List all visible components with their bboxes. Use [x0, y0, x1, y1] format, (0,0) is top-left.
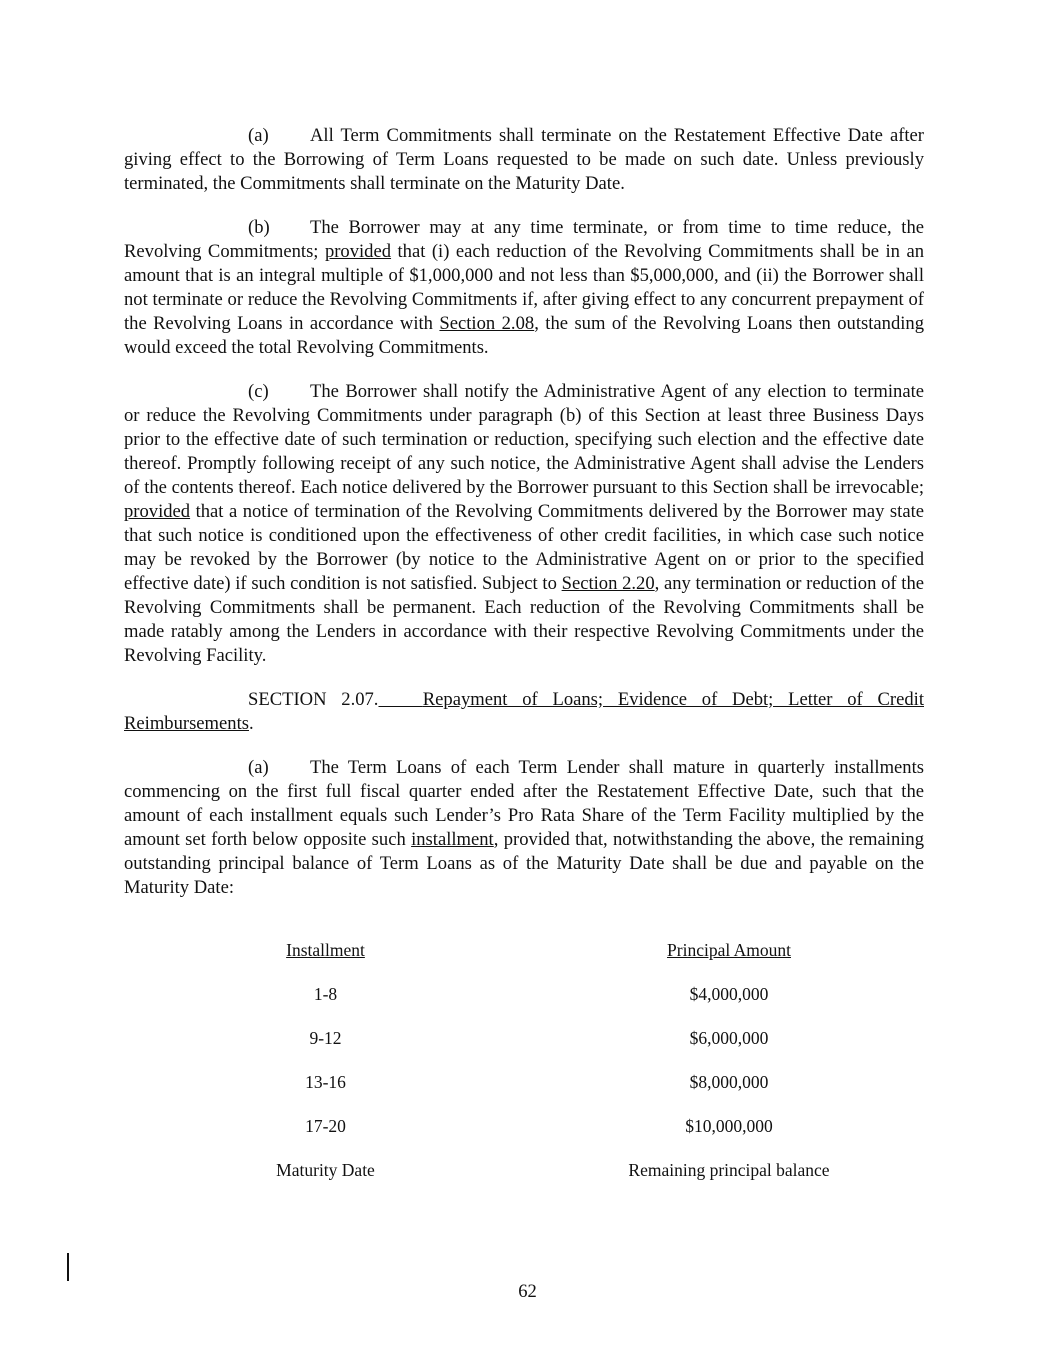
installment-cell: Maturity Date	[276, 1160, 375, 1180]
paragraph-text: The Borrower may at any time terminate, or from time to time reduce, the Revolving Commitments;	[124, 217, 924, 262]
amount-cell: $4,000,000	[689, 984, 769, 1004]
table-row	[124, 1072, 924, 1116]
paragraph-text: The Term Loans of each Term Lender shall mature in quarterly installments commencing on the first full fiscal quarter ended after the Restatement Effective Date, such that the amount of each installment equals such Lender’s Pro Rata Share of the Term Facility multiplied by the amount set forth below opposite such	[124, 757, 924, 850]
paragraph-text: that (i) each reduction of the Revolving Commitments shall be in an amount that is an integral multiple of $1,000,000 and not less than $5,000,000, and (ii) the Borrower shall not terminate or reduce the Revolving Commitments if, after giving effect to any concurrent prepayment of the Revolving Loans in accordance with	[124, 241, 924, 334]
amount-cell: $10,000,000	[685, 1116, 773, 1136]
paragraph-a-term-loans	[124, 756, 924, 900]
paragraph-label: (b)	[248, 217, 270, 238]
installment-table	[124, 940, 924, 1204]
paragraph-text: , provided that, notwithstanding the above, the remaining outstanding principal balance of Term Loans as of the Maturity Date shall be due and payable on the Maturity Date:	[124, 829, 925, 898]
provided-term: provided	[324, 241, 392, 262]
table-row	[124, 1028, 924, 1072]
section-heading	[124, 688, 924, 736]
table-header-row	[124, 940, 924, 984]
amount-cell: $6,000,000	[689, 1028, 769, 1048]
provided-term: provided	[124, 501, 191, 522]
paragraph-text: that a notice of termination of the Revolving Commitments delivered by the Borrower may state that such notice is conditioned upon the effectiveness of other credit facilities, in which case such notice may be revoked by the Borrower (by notice to the Administrative Agent on or prior to the specified effective date) if such condition is not satisfied. Subject to	[124, 501, 924, 594]
table-row	[124, 1160, 924, 1204]
page-number: 62	[518, 1281, 537, 1302]
paragraph-label: (a)	[248, 125, 269, 146]
table-row	[124, 984, 924, 1028]
paragraph-label: (a)	[248, 757, 269, 778]
paragraph-text: , any termination or reduction of the Revolving Commitments shall be permanent. Each reduction of the Revolving Commitments shall be made ratably among the Lenders in accordance with their respective Revolving Commitments under the Revolving Facility.	[124, 573, 924, 666]
paragraph-text: All Term Commitments shall terminate on the Restatement Effective Date after giving effect to the Borrowing of Term Loans requested to be made on such date. Unless previously terminated, the Commitments shall terminate on the Maturity Date.	[124, 125, 924, 194]
paragraph-c-notice	[124, 380, 924, 668]
paragraph-text: , the sum of the Revolving Loans then outstanding would exceed the total Revolving Commitments.	[124, 313, 924, 358]
amount-cell: $8,000,000	[689, 1072, 769, 1092]
installment-header: Installment	[286, 940, 365, 960]
paragraph-b-revolving-commitments	[124, 216, 924, 360]
amount-cell: Remaining principal balance	[628, 1160, 830, 1180]
installment-cell: 9-12	[309, 1028, 342, 1048]
paragraph-label: (c)	[248, 381, 269, 402]
section-title: Repayment of Loans; Evidence of Debt; Letter of Credit Reimbursements	[124, 689, 924, 734]
table-row	[124, 1116, 924, 1160]
document-body	[124, 124, 924, 920]
principal-amount-header: Principal Amount	[667, 940, 791, 960]
section-reference: Section 2.08	[439, 313, 535, 334]
paragraph-text: The Borrower shall notify the Administrative Agent of any election to terminate or reduce the Revolving Commitments under paragraph (b) of this Section at least three Business Days prior to the effective date of such termination or reduction, specifying such election and the effective date thereof. Promptly following receipt of any such notice, the Administrative Agent shall advise the Lenders of the contents thereof. Each notice delivered by the Borrower pursuant to this Section shall be irrevocable;	[124, 381, 924, 498]
installment-cell: 17-20	[305, 1116, 346, 1136]
revision-bar	[67, 1253, 69, 1281]
section-number: SECTION 2.07.	[248, 689, 379, 710]
installment-cell: 1-8	[313, 984, 338, 1004]
paragraph-a-term-commitments	[124, 124, 924, 196]
installment-cell: 13-16	[305, 1072, 346, 1092]
section-title-end: .	[248, 713, 254, 734]
section-reference: Section 2.20	[561, 573, 655, 594]
installment-term: installment	[411, 829, 494, 850]
